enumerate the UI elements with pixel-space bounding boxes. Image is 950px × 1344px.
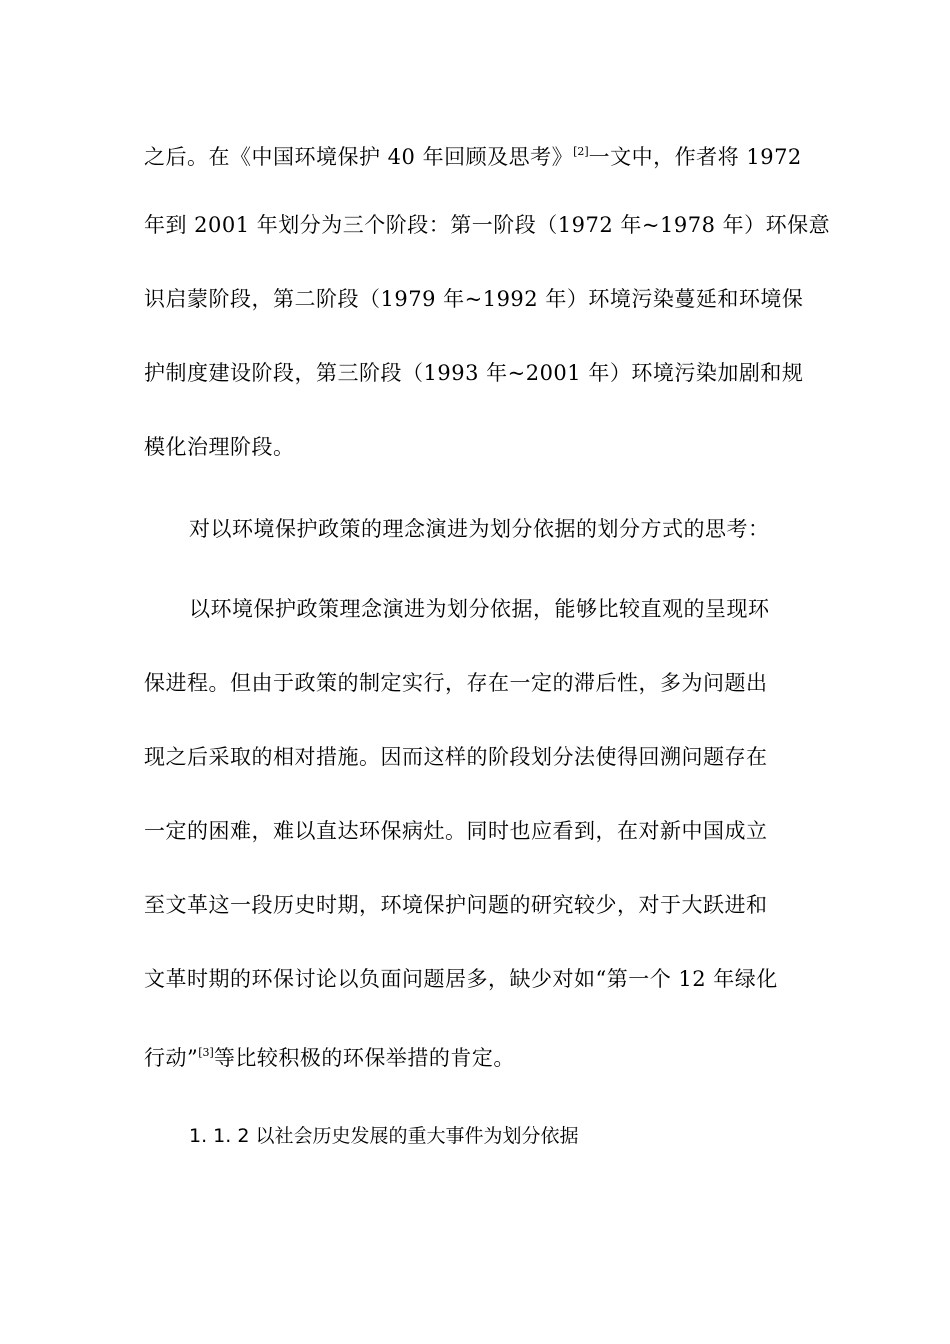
text-line: 至文革这一段历史时期，环境保护问题的研究较少，对于大跃进和: [144, 893, 768, 917]
text-run: 一文中，作者将 1972: [588, 145, 802, 169]
text-run: 之后。在《中国环境保护 40 年回顾及思考》: [144, 145, 574, 169]
text-line: 对以环境保护政策的理念演进为划分依据的划分方式的思考：: [189, 517, 770, 541]
text-line: 文革时期的环保讨论以负面问题居多，缺少对如“第一个 12 年绿化: [144, 967, 778, 991]
citation-ref[interactable]: [3]: [198, 1046, 214, 1059]
text-line: 现之后采取的相对措施。因而这样的阶段划分法使得回溯问题存在: [144, 745, 768, 769]
citation-ref[interactable]: [2]: [573, 145, 589, 158]
text-line: 一定的困难，难以直达环保病灶。同时也应看到，在对新中国成立: [144, 819, 768, 843]
text-line: [144, 137, 802, 172]
text-run: 等比较积极的环保举措的肯定。: [213, 1046, 515, 1070]
text-line: 保进程。但由于政策的制定实行，存在一定的滞后性，多为问题出: [144, 671, 768, 695]
text-line: 年到 2001 年划分为三个阶段：第一阶段（1972 年~1978 年）环保意: [144, 213, 831, 237]
text-line: 护制度建设阶段，第三阶段（1993 年~2001 年）环境污染加剧和规: [144, 361, 804, 385]
text-line: 识启蒙阶段，第二阶段（1979 年~1992 年）环境污染蔓延和环境保: [144, 287, 804, 311]
text-run: 行动”: [144, 1046, 199, 1070]
text-line: 以环境保护政策理念演进为划分依据，能够比较直观的呈现环: [189, 597, 770, 621]
text-line: [144, 1038, 515, 1073]
section-heading: 1. 1. 2 以社会历史发展的重大事件为划分依据: [189, 1125, 579, 1147]
text-line: 模化治理阶段。: [144, 435, 295, 459]
